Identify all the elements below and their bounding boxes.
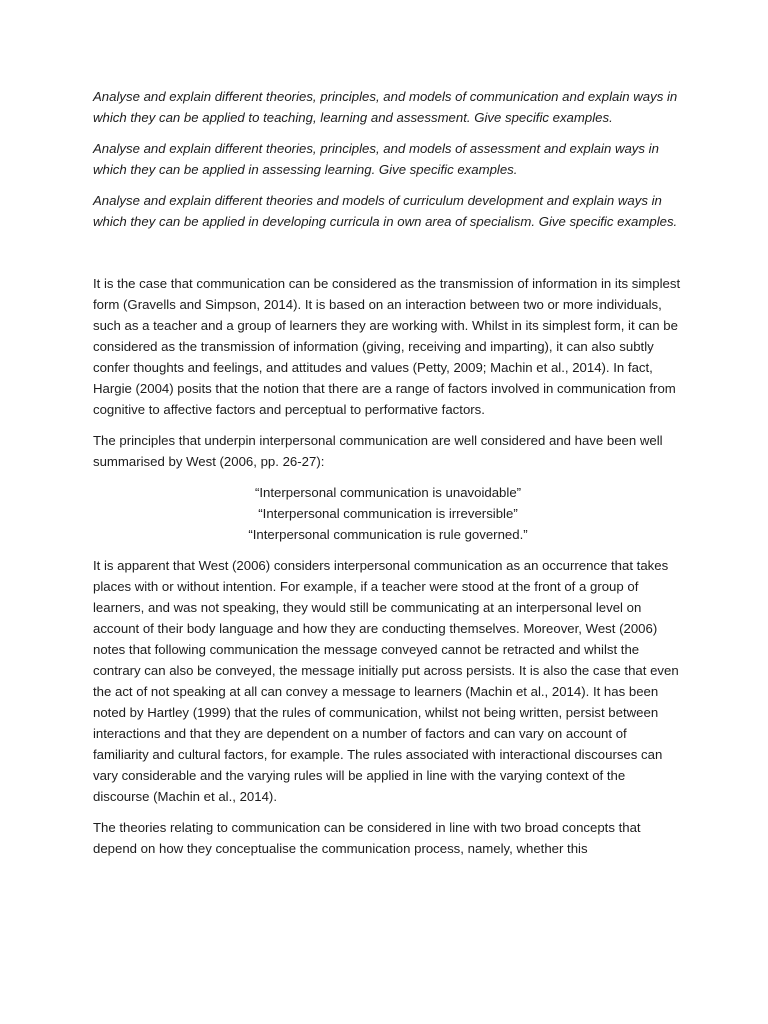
section-spacer: [93, 242, 683, 273]
quote-line-irreversible: “Interpersonal communication is irreversible”: [258, 506, 518, 521]
document-body: [93, 86, 683, 869]
quote-line-rule-governed: “Interpersonal communication is rule governed.”: [248, 527, 528, 542]
quote-line-unavoidable: “Interpersonal communication is unavoidable”: [254, 485, 522, 500]
assignment-prompt-communication: Analyse and explain different theories, principles, and models of communication and explain ways in which they can be applied to teaching, learning and assessment. Give specific examples.: [93, 89, 678, 125]
assignment-prompt-curriculum: Analyse and explain different theories and models of curriculum development and explain ways in which they can be applied in developing curricula in own area of specialism. Give specific examples.: [93, 193, 678, 229]
body-paragraph-west-discussion: It is apparent that West (2006) considers interpersonal communication as an occurrence that takes places with or without intention. For example, if a teacher were stood at the front of a group of learners, and was not speaking, they would still be communicating at an interpersonal level on account of their body language and how they are conducting themselves. Moreover, West (2006) notes that following communication the message conveyed cannot be retracted and whilst the contrary can also be conveyed, the message initially put across persists. It is also the case that even the act of not speaking at all can convey a message to learners (Machin et al., 2014). It has been noted by Hartley (1999) that the rules of communication, whilst not being written, persist between interactions and that they are dependent on a number of factors and can vary on account of familiarity and cultural factors, for example. The rules associated with interactional discourses can vary considerable and the varying rules will be applied in line with the varying context of the discourse (Machin et al., 2014).: [93, 558, 679, 804]
body-paragraph-principles-intro: The principles that underpin interpersonal communication are well considered and have been well summarised by West (2006, pp. 26-27):: [93, 433, 663, 469]
body-paragraph-communication-definition: It is the case that communication can be considered as the transmission of information in its simplest form (Gravells and Simpson, 2014). It is based on an interaction between two or more individuals, such as a teacher and a group of learners they are working with. Whilst in its simplest form, it can be considered as the transmission of information (giving, receiving and imparting), it can also subtly confer thoughts and feelings, and attitudes and values (Petty, 2009; Machin et al., 2014). In fact, Hargie (2004) posits that the notion that there are a range of factors involved in communication from cognitive to affective factors and perceptual to performative factors.: [93, 276, 681, 417]
block-quote-west: [93, 482, 683, 545]
body-paragraph-theories-intro: The theories relating to communication can be considered in line with two broad concepts that depend on how they conceptualise the communication process, namely, whether this: [93, 820, 641, 856]
assignment-prompt-assessment: Analyse and explain different theories, principles, and models of assessment and explain ways in which they can be applied in assessing learning. Give specific examples.: [93, 141, 659, 177]
